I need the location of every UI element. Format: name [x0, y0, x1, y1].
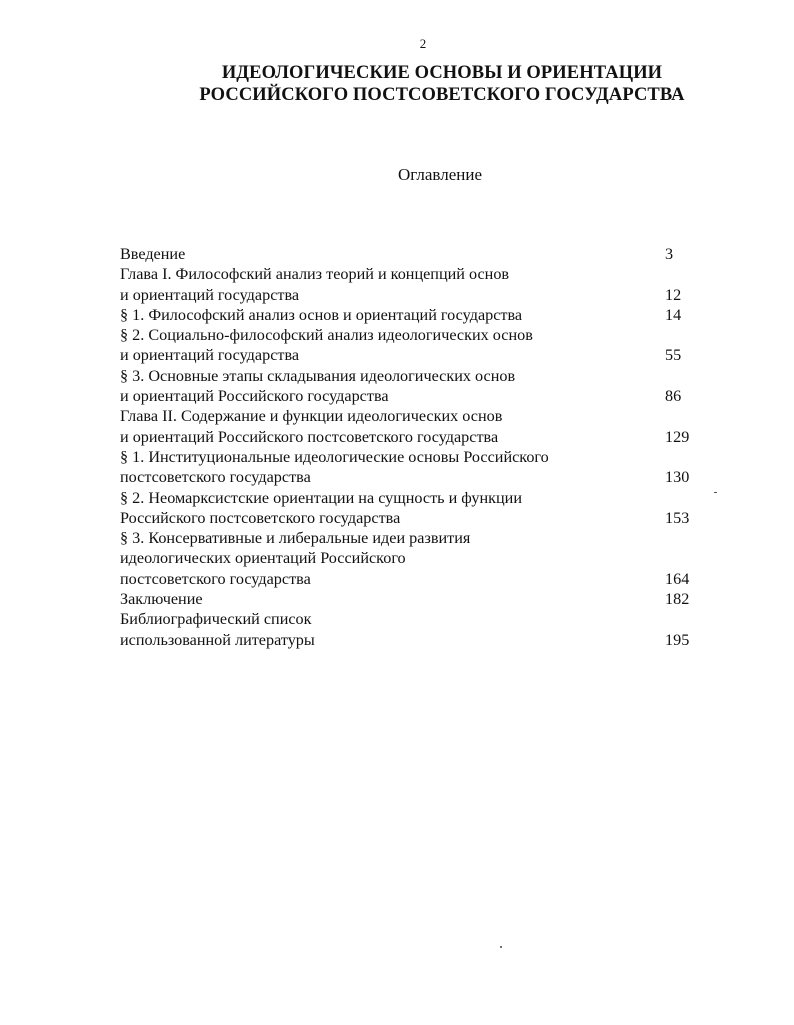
toc-entry [120, 508, 700, 528]
toc-entry-text: постсоветского государства [120, 569, 311, 588]
toc-entry-text: § 2. Социально-философский анализ идеологических основ [120, 326, 533, 345]
toc-entry [120, 366, 700, 386]
title-line-2: РОССИЙСКОГО ПОСТСОВЕТСКОГО ГОСУДАРСТВА [199, 85, 685, 105]
toc-entry-text: Российского постсоветского государства [120, 508, 401, 527]
toc-entry [120, 447, 700, 467]
toc-entry [120, 630, 700, 650]
toc-entry-page: 195 [665, 630, 690, 649]
toc-entry [120, 609, 700, 629]
toc-entry-page: 3 [665, 245, 674, 263]
toc-entry-text: постсоветского государства [120, 468, 311, 487]
toc-entry-page: 153 [665, 508, 690, 527]
toc-entry-text: и ориентаций Российского постсоветского государства [120, 427, 499, 446]
toc-entry-text: и ориентаций государства [120, 285, 300, 304]
toc-entry-text: § 1. Философский анализ основ и ориентаций государства [120, 305, 523, 324]
scan-speck [714, 492, 717, 493]
toc-entry [120, 406, 700, 426]
title-line-1: ИДЕОЛОГИЧЕСКИЕ ОСНОВЫ И ОРИЕНТАЦИИ [221, 63, 663, 83]
toc-entry-text: Введение [120, 245, 186, 263]
toc-entry [120, 285, 700, 305]
toc-entry-page: 12 [665, 285, 682, 304]
toc-entry-text: и ориентаций Российского государства [120, 387, 389, 406]
toc-entry [120, 386, 700, 406]
toc-entry [120, 569, 700, 589]
scan-speck [500, 946, 502, 948]
toc-entry-page: 164 [665, 569, 690, 588]
toc-entry-text: Библиографический список [120, 610, 312, 629]
toc-entry-page: 130 [665, 468, 690, 487]
toc-entry-text: идеологических ориентаций Российского [120, 549, 406, 568]
toc-entry-text: использованной литературы [120, 630, 315, 649]
toc-entry-page: 129 [665, 427, 690, 446]
toc-heading: Оглавление [398, 165, 482, 184]
toc-entry-text: Глава I. Философский анализ теорий и концепций основ [120, 265, 510, 284]
table-of-contents [120, 244, 700, 650]
toc-entry [120, 244, 700, 264]
toc-entry-text: § 2. Неомарксистские ориентации на сущность и функции [120, 488, 522, 507]
toc-entry [120, 528, 700, 548]
toc-entry [120, 488, 700, 508]
toc-entry-page: 55 [665, 346, 682, 365]
page-number: 2 [419, 36, 427, 51]
toc-entry [120, 305, 700, 325]
toc-entry-text: Глава II. Содержание и функции идеологических основ [120, 407, 503, 426]
toc-entry [120, 467, 700, 487]
document-title [0, 62, 794, 106]
toc-entry-page: 14 [665, 305, 682, 324]
toc-entry-text: и ориентаций государства [120, 346, 300, 365]
toc-entry [120, 325, 700, 345]
toc-entry-text: Заключение [120, 590, 203, 609]
toc-entry-page: 86 [665, 387, 682, 406]
toc-entry-text: § 3. Консервативные и либеральные идеи развития [120, 529, 471, 548]
toc-entry [120, 264, 700, 284]
toc-entry [120, 345, 700, 365]
toc-entry-text: § 1. Институциональные идеологические основы Российского [120, 447, 549, 466]
toc-entry [120, 427, 700, 447]
toc-entry [120, 548, 700, 568]
toc-entry-text: § 3. Основные этапы складывания идеологических основ [120, 366, 516, 385]
toc-entry-page: 182 [665, 590, 690, 609]
toc-entry [120, 589, 700, 609]
